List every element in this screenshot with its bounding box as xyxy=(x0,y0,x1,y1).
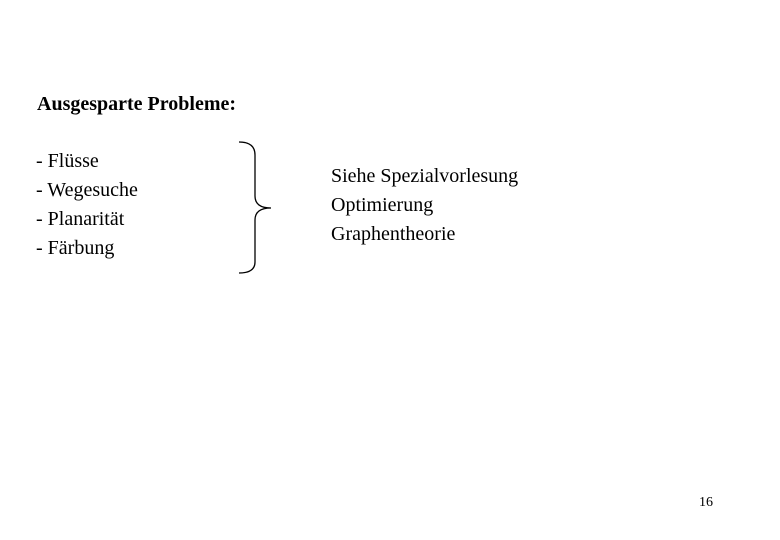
right-curly-brace-icon xyxy=(236,138,276,276)
slide-heading: Ausgesparte Probleme: xyxy=(37,93,237,115)
problem-item: - Färbung xyxy=(36,237,115,259)
reference-item: Optimierung xyxy=(331,194,434,216)
reference-item: Siehe Spezialvorlesung xyxy=(331,165,519,187)
reference-list xyxy=(331,162,518,249)
problem-item: - Flüsse xyxy=(36,150,99,172)
page-number: 16 xyxy=(699,495,713,510)
reference-item: Graphentheorie xyxy=(331,223,456,245)
problem-list xyxy=(36,147,138,263)
problem-item: - Wegesuche xyxy=(36,179,138,201)
problem-item: - Planarität xyxy=(36,208,125,230)
